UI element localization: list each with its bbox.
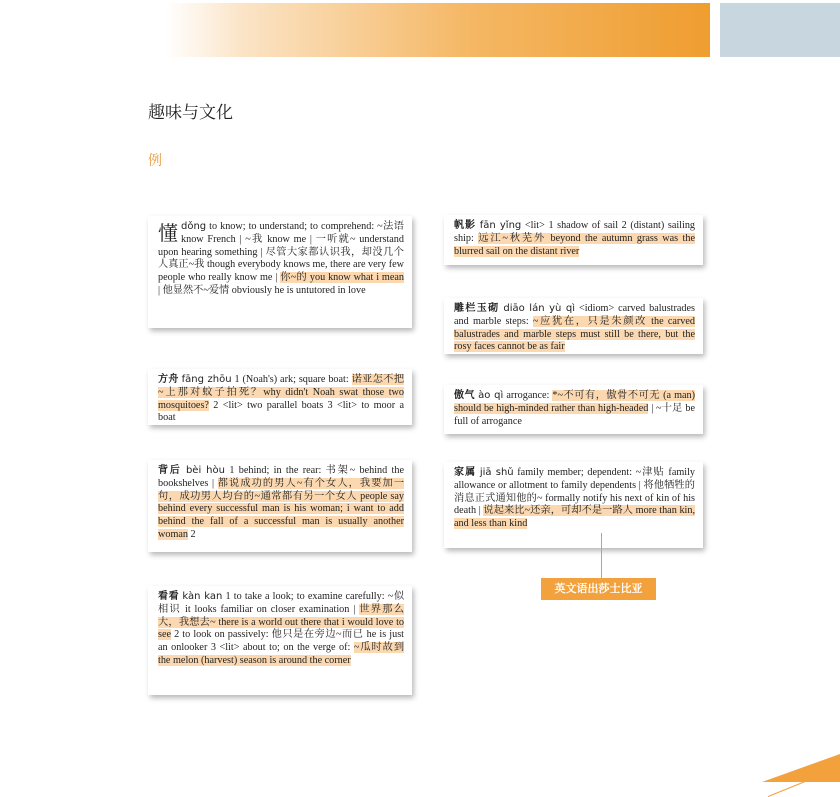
- definition-text: | 他显然不~爱情 obviously he is untutored in love: [158, 284, 366, 296]
- definition-text: family member; dependent: ~津贴 family allowance or allotment to family dependents | 将他牺牲的消息正式通知他的~ formally notify his next of kin of his death |: [454, 467, 696, 517]
- entry-card-fangzhou: [148, 369, 412, 425]
- definition-text: 1 to take a look; to examine carefully: ~似相识 it looks familiar on closer examination |: [158, 591, 405, 615]
- page-title: 趣味与文化: [148, 103, 233, 123]
- definition-text: <lit> 1 shadow of sail 2 (distant) sailing ship:: [454, 220, 696, 244]
- definition-text: | ~十足 be full of arrogance: [454, 402, 695, 427]
- highlighted-example: ~应犹在，只是朱颜改 the carved balustrades and marble steps must still be there, but the rosy faces cannot be as fair: [454, 315, 696, 353]
- definition-text: 1 (Noah's) ark; square boat:: [231, 374, 352, 385]
- highlighted-example: *~不可有，傲骨不可无 (a man) should be high-minded rather than high-headed: [454, 390, 696, 414]
- highlighted-example: 世界那么大，我想去~ there is a world out there that i would love to see: [158, 603, 405, 641]
- definition-text: 1 behind; in the rear: 书架~ behind the bookshelves |: [158, 465, 405, 489]
- definition-text: <idiom> carved balustrades and marble steps:: [454, 303, 696, 327]
- highlighted-example: ~瓜时故到 the melon (harvest) season is around the corner: [158, 642, 405, 666]
- section-label: 例: [148, 153, 162, 169]
- headword: 家属: [454, 467, 477, 478]
- pinyin: dǒng: [181, 221, 207, 232]
- corner-decoration: [762, 754, 840, 782]
- highlighted-example: 都说成功的男人~有个女人，我要加一句，成功男人均台的~通常都有另一个女人 people say behind every successful man is his woman; i want to add behind the fall of a successful man is usually another woman: [158, 477, 405, 540]
- definition-text: arrogance:: [503, 390, 553, 401]
- entry-card-aoqi: [444, 385, 703, 434]
- entry-card-diaolan: [444, 298, 703, 354]
- entry-card-dong: [148, 216, 412, 328]
- pinyin: bèi hòu: [185, 465, 225, 476]
- highlighted-example: 远江~秋芜外 beyond the autumn grass was the blurred sail on the distant river: [454, 232, 695, 257]
- caption-connector-line: [601, 533, 602, 579]
- definition-text: 2 <lit> two parallel boats 3 <lit> to moor a boat: [158, 399, 404, 424]
- pinyin: jiā shǔ: [479, 467, 514, 478]
- entry-card-fanying: [444, 215, 703, 265]
- highlighted-example: 你~的 you know what i mean: [280, 272, 404, 284]
- pinyin: ào qì: [478, 390, 504, 401]
- headword: 帆影: [454, 220, 477, 231]
- header-gradient-band: [165, 3, 710, 57]
- highlighted-example: 说起来比~还亲，可却不是一路人 more than kin, and less than kind: [454, 505, 696, 530]
- headword: 方舟: [158, 374, 179, 385]
- header-gray-block: [720, 3, 840, 57]
- pinyin: fāng zhōu: [181, 374, 232, 385]
- highlighted-example: 诺亚怎不把~上那对蚊子拍死？why didn't Noah swat those two mosquitoes?: [158, 374, 405, 411]
- headword-big: 懂: [158, 221, 178, 245]
- definition-text: to know; to understand; to comprehend: ~法语 know French | ~我 know me | 一听就~ understand upon hearing something | 尽管大家都认识我，却没几个人真正~我 though everybody knows me, there are very few people who really know me |: [158, 221, 404, 284]
- pinyin: diāo lán yù qì: [503, 303, 576, 314]
- entry-card-jiashu: [444, 462, 703, 548]
- headword: 雕栏玉砌: [454, 303, 500, 314]
- definition-text: 2 to look on passively: 他只是在旁边~而已 he is just an onlooker 3 <lit> about to; on the verge of:: [158, 629, 404, 654]
- headword: 看看: [158, 591, 180, 602]
- entry-card-kankan: [148, 586, 412, 695]
- source-caption: 英文语出莎士比亚: [541, 578, 656, 600]
- headword: 傲气: [454, 390, 476, 401]
- headword: 背后: [158, 465, 182, 476]
- pinyin: kàn kan: [182, 591, 223, 602]
- entry-card-beihou: [148, 460, 412, 552]
- pinyin: fān yǐng: [479, 220, 522, 231]
- definition-text: 2: [188, 528, 196, 540]
